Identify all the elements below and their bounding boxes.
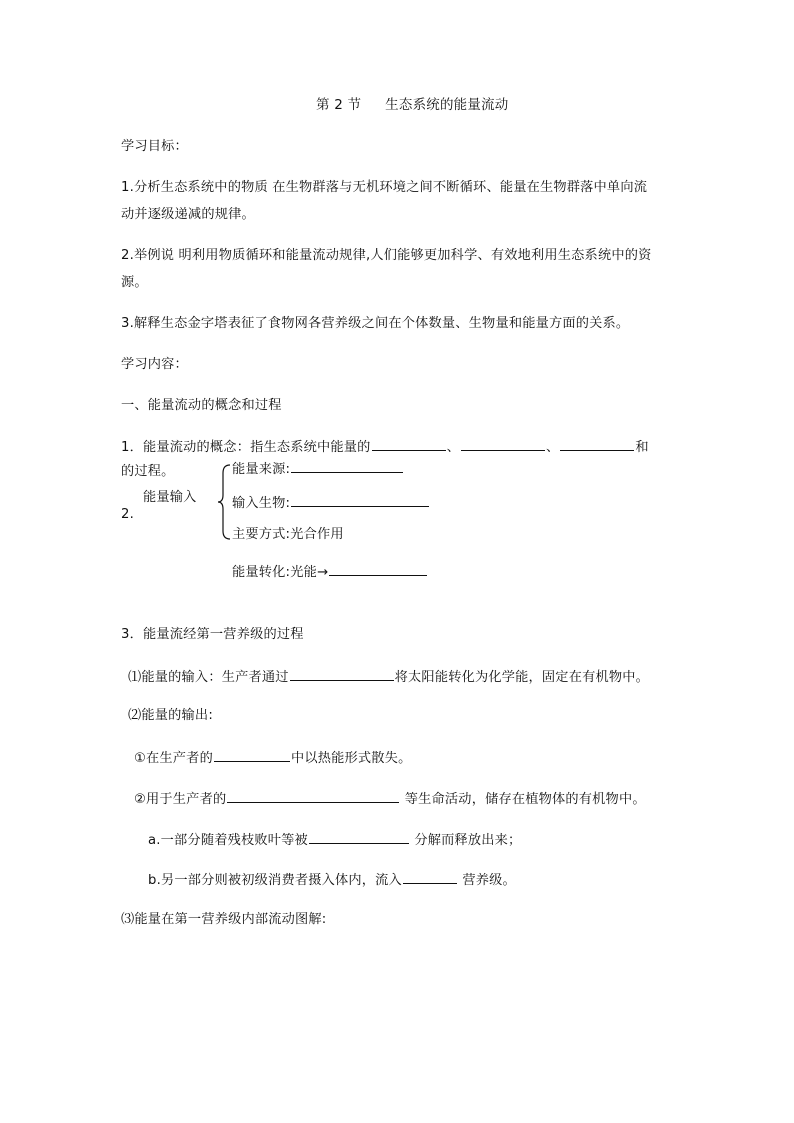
- concept-line2: 的过程。: [121, 464, 175, 479]
- part3-c1-blank[interactable]: [214, 747, 290, 762]
- part3-p3: ⑶能量在第一营养级内部流动图解:: [121, 912, 327, 927]
- part3-c1-prefix: ①在生产者的: [134, 751, 213, 766]
- objective-1-line2: 动并逐级递减的规律。: [121, 207, 255, 222]
- input-conversion-blank[interactable]: [329, 561, 427, 576]
- content-heading: 学习内容：: [121, 357, 188, 372]
- part3-a-suffix: 分解而释放出来；: [409, 833, 522, 848]
- part3-c2: [134, 788, 646, 809]
- objective-3: 3.解释生态金字塔表征了食物网各营养级之间在个体数量、生物量和能量方面的关系。: [121, 316, 630, 331]
- input-label: 能量输入: [143, 490, 197, 505]
- objective-2-line2: 源。: [121, 275, 148, 290]
- part3-heading: 3．能量流经第一营养级的过程: [121, 627, 304, 642]
- part3-a: [148, 829, 521, 850]
- input-conversion: [232, 561, 428, 582]
- input-number: 2.: [121, 507, 134, 522]
- objective-1-line1: 1.分析生态系统中的物质 在生物群落与无机环境之间不断循环、能量在生物群落中单向流: [121, 180, 648, 195]
- brace-icon: [216, 463, 232, 541]
- part3-c1-suffix: 中以热能形式散失。: [290, 751, 412, 766]
- part1-heading: 一、能量流动的概念和过程: [121, 398, 282, 413]
- part3-b: [148, 869, 516, 890]
- input-source-label: 能量来源:: [232, 462, 291, 477]
- concept-blank-1[interactable]: [372, 436, 446, 451]
- part3-p2: ⑵能量的输出:: [128, 708, 213, 723]
- part3-c2-prefix: ②用于生产者的: [134, 792, 227, 807]
- part3-p1-suffix: 将太阳能转化为化学能，固定在有机物中。: [394, 670, 650, 685]
- concept-blank-2[interactable]: [461, 436, 545, 451]
- part3-p1-blank[interactable]: [290, 666, 394, 681]
- part3-c2-blank[interactable]: [227, 788, 399, 803]
- part3-b-blank[interactable]: [403, 869, 457, 884]
- part3-a-prefix: a.一部分随着残枝败叶等被: [148, 833, 308, 848]
- input-source: [232, 458, 404, 479]
- input-organism-blank[interactable]: [291, 492, 429, 507]
- section-number: 第 2 节: [316, 97, 362, 113]
- concept-line1: [121, 436, 649, 457]
- part3-p1: [128, 666, 649, 687]
- part3-c2-suffix: 等生命活动，储存在植物体的有机物中。: [400, 792, 646, 807]
- concept-prefix: 1．能量流动的概念：指生态系统中能量的: [121, 440, 371, 455]
- section-name: 生态系统的能量流动: [385, 97, 509, 113]
- concept-sep-1: 、: [446, 440, 460, 455]
- input-method: 主要方式:光合作用: [232, 527, 344, 542]
- concept-suffix: 和: [635, 440, 649, 455]
- objective-2-line1: 2.举例说 明利用物质循环和能量流动规律,人们能够更加科学、有效地利用生态系统中的资: [121, 248, 652, 263]
- input-organism-label: 输入生物:: [232, 496, 291, 511]
- part3-b-prefix: b.另一部分则被初级消费者摄入体内，流入: [148, 873, 402, 888]
- concept-blank-3[interactable]: [560, 436, 634, 451]
- part3-c1: [134, 747, 411, 768]
- part3-a-blank[interactable]: [309, 829, 409, 844]
- part3-p1-prefix: ⑴能量的输入：生产者通过: [128, 670, 289, 685]
- input-source-blank[interactable]: [291, 458, 403, 473]
- concept-sep-2: 、: [545, 440, 560, 455]
- input-organism: [232, 492, 430, 513]
- page-title: [316, 96, 508, 114]
- objectives-heading: 学习目标：: [121, 139, 188, 154]
- part3-b-suffix: 营养级。: [457, 873, 516, 888]
- input-conversion-label: 能量转化:光能→: [232, 565, 329, 580]
